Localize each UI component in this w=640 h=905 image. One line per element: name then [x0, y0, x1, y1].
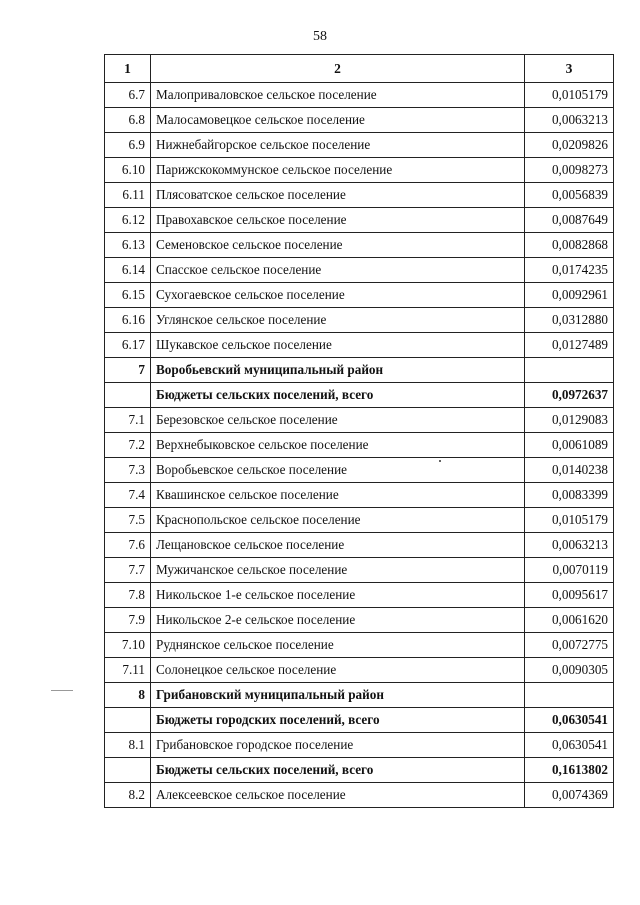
row-number: 6.11	[105, 183, 151, 208]
row-name: Семеновское сельское поселение	[151, 233, 525, 258]
row-value: 0,0630541	[525, 708, 614, 733]
row-value: 0,0056839	[525, 183, 614, 208]
row-number	[105, 708, 151, 733]
row-name: Мужичанское сельское поселение	[151, 558, 525, 583]
row-number: 7.7	[105, 558, 151, 583]
table-row	[105, 383, 614, 408]
row-name: Лещановское сельское поселение	[151, 533, 525, 558]
row-number: 7.10	[105, 633, 151, 658]
row-name: Воробьевское сельское поселение	[151, 458, 525, 483]
row-number	[105, 383, 151, 408]
row-name: Нижнебайгорское сельское поселение	[151, 133, 525, 158]
table-row	[105, 408, 614, 433]
row-name: Грибановское городское поселение	[151, 733, 525, 758]
row-value: 0,0174235	[525, 258, 614, 283]
table-row	[105, 558, 614, 583]
row-value: 0,0105179	[525, 508, 614, 533]
row-number: 6.16	[105, 308, 151, 333]
table-row	[105, 233, 614, 258]
row-name: Правохавское сельское поселение	[151, 208, 525, 233]
column-header-number: 1	[105, 55, 151, 83]
row-value: 0,0630541	[525, 733, 614, 758]
table-row	[105, 783, 614, 808]
row-number: 7.3	[105, 458, 151, 483]
row-name: Алексеевское сельское поселение	[151, 783, 525, 808]
table-row	[105, 533, 614, 558]
table-row	[105, 183, 614, 208]
row-number: 8.2	[105, 783, 151, 808]
table-row	[105, 483, 614, 508]
table-row	[105, 333, 614, 358]
row-value: 0,0061089	[525, 433, 614, 458]
row-name: Малосамовецкое сельское поселение	[151, 108, 525, 133]
table-row	[105, 308, 614, 333]
row-name: Никольское 1-е сельское поселение	[151, 583, 525, 608]
table-row	[105, 458, 614, 483]
table-row	[105, 283, 614, 308]
row-number: 7	[105, 358, 151, 383]
row-value	[525, 358, 614, 383]
row-value: 0,0127489	[525, 333, 614, 358]
table-row	[105, 633, 614, 658]
row-number: 7.9	[105, 608, 151, 633]
row-name: Шукавское сельское поселение	[151, 333, 525, 358]
row-name: Углянское сельское поселение	[151, 308, 525, 333]
scan-dot	[439, 460, 441, 462]
row-value: 0,0129083	[525, 408, 614, 433]
row-number: 6.15	[105, 283, 151, 308]
row-name: Солонецкое сельское поселение	[151, 658, 525, 683]
table-row	[105, 708, 614, 733]
table-row	[105, 158, 614, 183]
row-value: 0,0312880	[525, 308, 614, 333]
row-number: 6.7	[105, 83, 151, 108]
table-row	[105, 433, 614, 458]
row-name: Парижскокоммунское сельское поселение	[151, 158, 525, 183]
row-number: 7.8	[105, 583, 151, 608]
row-value: 0,0072775	[525, 633, 614, 658]
table-row	[105, 258, 614, 283]
column-header-name: 2	[151, 55, 525, 83]
row-value: 0,1613802	[525, 758, 614, 783]
table-row	[105, 733, 614, 758]
column-header-value: 3	[525, 55, 614, 83]
row-number: 8	[105, 683, 151, 708]
row-value: 0,0972637	[525, 383, 614, 408]
table-row	[105, 758, 614, 783]
table-row	[105, 658, 614, 683]
row-value: 0,0105179	[525, 83, 614, 108]
row-name: Воробьевский муниципальный район	[151, 358, 525, 383]
table-row	[105, 108, 614, 133]
row-value: 0,0095617	[525, 583, 614, 608]
row-name: Краснопольское сельское поселение	[151, 508, 525, 533]
row-name: Сухогаевское сельское поселение	[151, 283, 525, 308]
row-name: Спасское сельское поселение	[151, 258, 525, 283]
table-row	[105, 208, 614, 233]
row-number: 6.9	[105, 133, 151, 158]
row-value: 0,0074369	[525, 783, 614, 808]
table-header-row	[105, 55, 614, 83]
table-body	[105, 55, 614, 808]
row-value: 0,0092961	[525, 283, 614, 308]
table-row	[105, 83, 614, 108]
table-row	[105, 683, 614, 708]
row-number: 6.13	[105, 233, 151, 258]
row-value	[525, 683, 614, 708]
row-name: Малоприваловское сельское поселение	[151, 83, 525, 108]
row-number: 6.17	[105, 333, 151, 358]
row-value: 0,0070119	[525, 558, 614, 583]
page-number: 58	[313, 29, 327, 44]
margin-scan-mark	[51, 690, 73, 691]
row-value: 0,0098273	[525, 158, 614, 183]
row-name: Плясоватское сельское поселение	[151, 183, 525, 208]
row-number: 6.8	[105, 108, 151, 133]
row-name: Грибановский муниципальный район	[151, 683, 525, 708]
row-name: Верхнебыковское сельское поселение	[151, 433, 525, 458]
row-value: 0,0087649	[525, 208, 614, 233]
row-name: Квашинское сельское поселение	[151, 483, 525, 508]
row-number: 7.6	[105, 533, 151, 558]
row-number: 8.1	[105, 733, 151, 758]
row-number: 6.10	[105, 158, 151, 183]
row-number: 6.12	[105, 208, 151, 233]
row-value: 0,0083399	[525, 483, 614, 508]
row-number	[105, 758, 151, 783]
row-number: 7.4	[105, 483, 151, 508]
row-value: 0,0063213	[525, 108, 614, 133]
row-number: 7.2	[105, 433, 151, 458]
row-value: 0,0140238	[525, 458, 614, 483]
budget-share-table	[104, 54, 614, 808]
row-name: Бюджеты сельских поселений, всего	[151, 758, 525, 783]
table-row	[105, 608, 614, 633]
row-name: Бюджеты сельских поселений, всего	[151, 383, 525, 408]
row-number: 7.1	[105, 408, 151, 433]
row-number: 6.14	[105, 258, 151, 283]
row-name: Березовское сельское поселение	[151, 408, 525, 433]
row-value: 0,0061620	[525, 608, 614, 633]
row-number: 7.11	[105, 658, 151, 683]
table-row	[105, 358, 614, 383]
row-name: Никольское 2-е сельское поселение	[151, 608, 525, 633]
row-value: 0,0090305	[525, 658, 614, 683]
table-row	[105, 583, 614, 608]
row-name: Руднянское сельское поселение	[151, 633, 525, 658]
row-value: 0,0082868	[525, 233, 614, 258]
row-value: 0,0209826	[525, 133, 614, 158]
table-row	[105, 508, 614, 533]
table-row	[105, 133, 614, 158]
row-name: Бюджеты городских поселений, всего	[151, 708, 525, 733]
row-number: 7.5	[105, 508, 151, 533]
row-value: 0,0063213	[525, 533, 614, 558]
